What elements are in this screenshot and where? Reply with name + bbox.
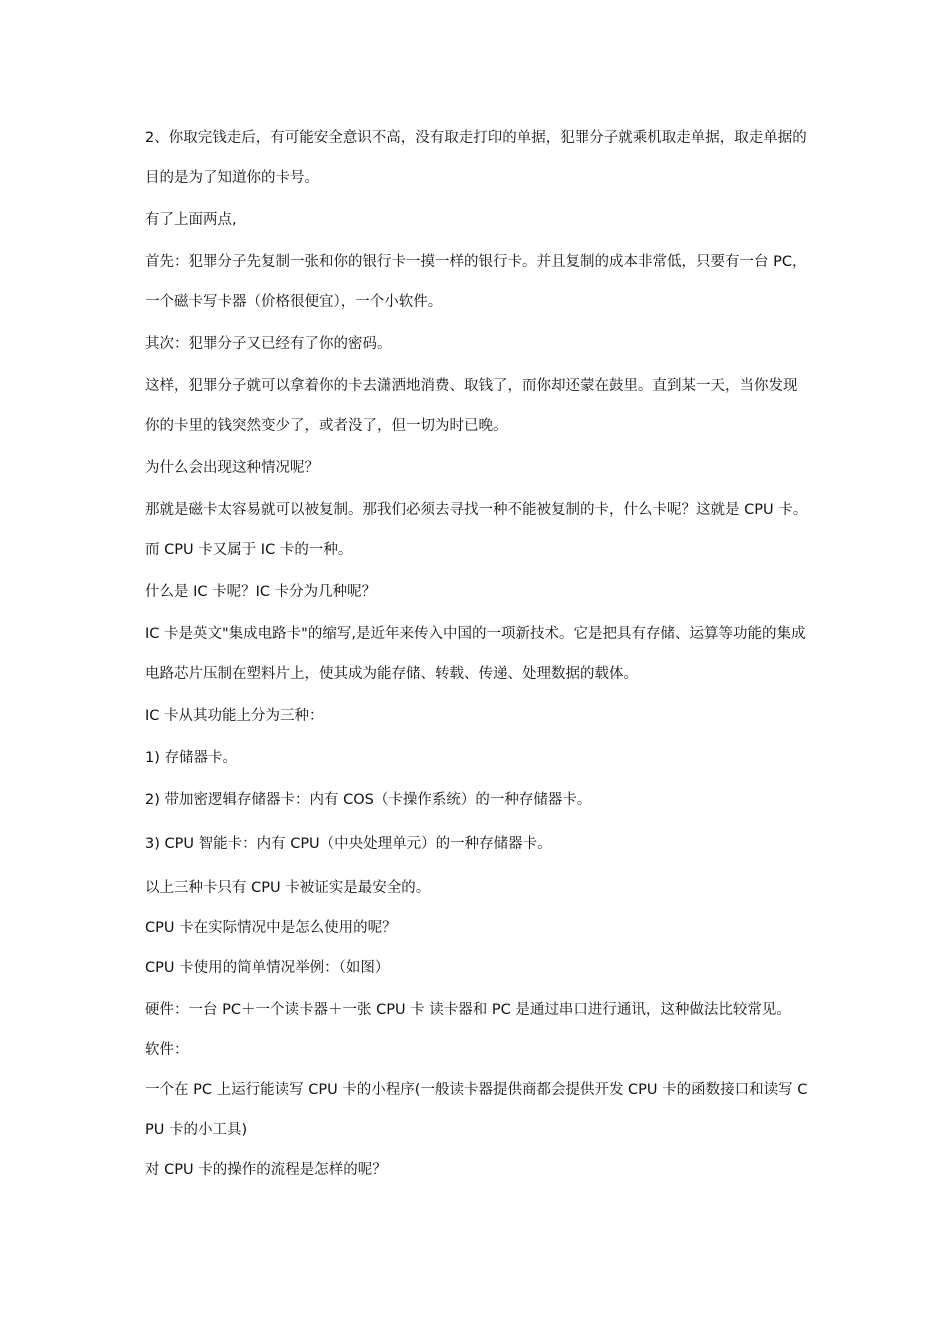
paragraph-two-points: 有了上面两点, xyxy=(145,212,237,228)
list-item-encrypted-memory-card: 2) 带加密逻辑存储器卡：内有 COS（卡操作系统）的一种存储器卡。 xyxy=(145,792,592,808)
paragraph-ic-card-types: IC 卡从其功能上分为三种： xyxy=(145,708,324,724)
paragraph-ic-card-definition: IC 卡是英文"集成电路卡"的缩写,是近年来传入中国的一项新技术。它是把具有存储、运算等功能的集成电路芯片压制在塑料片上，使其成为能存储、转载、传递、处理数据的载体。 xyxy=(145,626,806,682)
paragraph-what-is-ic-card: 什么是 IC 卡呢？IC 卡分为几种呢？ xyxy=(145,584,377,600)
document-body xyxy=(145,118,810,1190)
paragraph-cpu-card-usage-question: CPU 卡在实际情况中是怎么使用的呢？ xyxy=(145,920,397,936)
paragraph-operation-flow-question: 对 CPU 卡的操作的流程是怎样的呢？ xyxy=(145,1162,387,1178)
paragraph-software-detail: 一个在 PC 上运行能读写 CPU 卡的小程序(一般读卡器提供商都会提供开发 CPU 卡的函数接口和读写 CPU 卡的小工具) xyxy=(145,1082,808,1138)
paragraph-cpu-card-example: CPU 卡使用的简单情况举例：（如图） xyxy=(145,960,390,976)
paragraph-cpu-card-safest: 以上三种卡只有 CPU 卡被证实是最安全的。 xyxy=(145,880,431,896)
paragraph-consequence: 这样，犯罪分子就可以拿着你的卡去潇洒地消费、取钱了，而你却还蒙在鼓里。直到某一天，当你发现你的卡里的钱突然变少了，或者没了，但一切为时已晚。 xyxy=(145,378,798,434)
list-item-memory-card: 1) 存储器卡。 xyxy=(145,750,237,766)
paragraph-second-password: 其次：犯罪分子又已经有了你的密码。 xyxy=(145,336,392,352)
paragraph-software-label: 软件： xyxy=(145,1042,189,1058)
paragraph-first-copy-card: 首先：犯罪分子先复制一张和你的银行卡一摸一样的银行卡。并且复制的成本非常低，只要有一台 PC，一个磁卡写卡器（价格很便宜），一个小软件。 xyxy=(145,254,807,310)
paragraph-why-question: 为什么会出现这种情况呢？ xyxy=(145,460,319,476)
paragraph-atm-receipt: 2、你取完钱走后，有可能安全意识不高，没有取走打印的单据，犯罪分子就乘机取走单据，取走单据的目的是为了知道你的卡号。 xyxy=(145,130,807,186)
list-item-cpu-smart-card: 3) CPU 智能卡：内有 CPU（中央处理单元）的一种存储器卡。 xyxy=(145,836,552,852)
paragraph-cpu-card-answer: 那就是磁卡太容易就可以被复制。那我们必须去寻找一种不能被复制的卡，什么卡呢？这就是 CPU 卡。而 CPU 卡又属于 IC 卡的一种。 xyxy=(145,502,808,558)
paragraph-hardware: 硬件：一台 PC＋一个读卡器＋一张 CPU 卡 读卡器和 PC 是通过串口进行通讯，这种做法比较常见。 xyxy=(145,1002,791,1018)
